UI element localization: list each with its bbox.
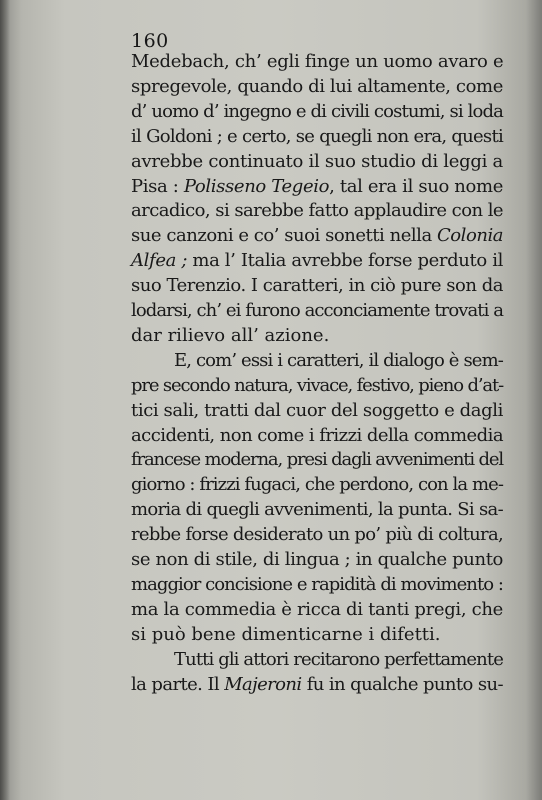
- page-gutter-shadow: [0, 0, 10, 800]
- text-line: [131, 673, 503, 697]
- text-line: [131, 50, 503, 74]
- text-line: [131, 249, 503, 273]
- text-segment: Medebach, ch’ egli finge un uomo avaro e: [131, 51, 504, 72]
- text-line: [131, 424, 503, 448]
- page-number: 160: [131, 30, 169, 52]
- text-line: [131, 324, 329, 348]
- text-segment: , tal era il suo nome: [329, 175, 503, 197]
- text-line: [131, 175, 503, 199]
- text-line: [174, 648, 503, 672]
- text-line: [131, 399, 503, 423]
- text-line: [131, 274, 503, 298]
- italic-text: Majeroni: [224, 673, 302, 695]
- text-segment: il Goldoni ; e certo, se quegli non era, questi: [131, 125, 503, 147]
- text-line: [131, 75, 503, 99]
- italic-text: Polisseno Tegeio: [183, 175, 330, 197]
- text-segment: maggior concisione e rapidità di movimento :: [131, 573, 503, 595]
- text-segment: spregevole, quando di lui altamente, come: [131, 75, 503, 97]
- text-line: [131, 548, 503, 572]
- text-line: [131, 150, 503, 174]
- text-segment: francese moderna, presi dagli avvenimenti del: [131, 449, 503, 471]
- text-segment: pre secondo natura, vivace, festivo, pieno d’at-: [131, 374, 503, 396]
- text-line: [131, 523, 503, 547]
- text-segment: Tutti gli attori recitarono perfettamente: [174, 648, 503, 670]
- text-line: [131, 100, 503, 124]
- text-segment: giorno : frizzi fugaci, che perdono, con la me-: [131, 474, 503, 496]
- text-segment: la parte. Il: [131, 673, 225, 695]
- text-segment: rebbe forse desiderato un po’ più di coltura,: [131, 524, 503, 546]
- text-segment: d’ uomo d’ ingegno e di civili costumi, si loda: [131, 100, 503, 122]
- text-line: [131, 374, 503, 398]
- text-segment: ma l’ Italia avrebbe forse perduto il: [187, 250, 503, 272]
- text-segment: si può bene dimenticarne i difetti.: [131, 623, 441, 645]
- text-line: [131, 199, 503, 223]
- text-line: [131, 623, 441, 647]
- text-line: [131, 498, 503, 522]
- text-line: [131, 125, 503, 149]
- text-segment: dar rilievo all’ azione.: [131, 324, 330, 346]
- text-segment: avrebbe continuato il suo studio di leggi a: [131, 150, 503, 172]
- text-segment: ma la commedia è ricca di tanti pregi, che: [131, 598, 503, 620]
- text-segment: tici sali, tratti dal cuor del soggetto e dagli: [131, 399, 503, 421]
- text-segment: fu in qualche punto su-: [301, 673, 503, 695]
- text-segment: accidenti, non come i frizzi della commedia: [131, 424, 503, 446]
- text-segment: moria di quegli avvenimenti, la punta. Si sa-: [131, 499, 503, 521]
- italic-text: Colonia: [437, 225, 503, 247]
- text-line: [131, 473, 503, 497]
- text-line: [174, 349, 503, 373]
- text-segment: Pisa :: [131, 175, 184, 197]
- text-line: [131, 598, 503, 622]
- text-segment: sue canzoni e co’ suoi sonetti nella: [131, 225, 437, 247]
- text-segment: lodarsi, ch’ ei furono acconciamente trovati a: [131, 300, 503, 321]
- text-segment: E, com’ essi i caratteri, il dialogo è sem-: [174, 349, 503, 371]
- text-line: [131, 299, 503, 323]
- text-segment: se non di stile, di lingua ; in qualche punto: [131, 549, 503, 570]
- italic-text: Alfea ;: [131, 250, 188, 272]
- text-line: [131, 448, 503, 472]
- text-segment: suo Terenzio. I caratteri, in ciò pure son da: [131, 275, 503, 297]
- text-line: [131, 573, 503, 597]
- text-line: [131, 224, 503, 248]
- text-segment: arcadico, si sarebbe fatto applaudire con le: [131, 200, 503, 222]
